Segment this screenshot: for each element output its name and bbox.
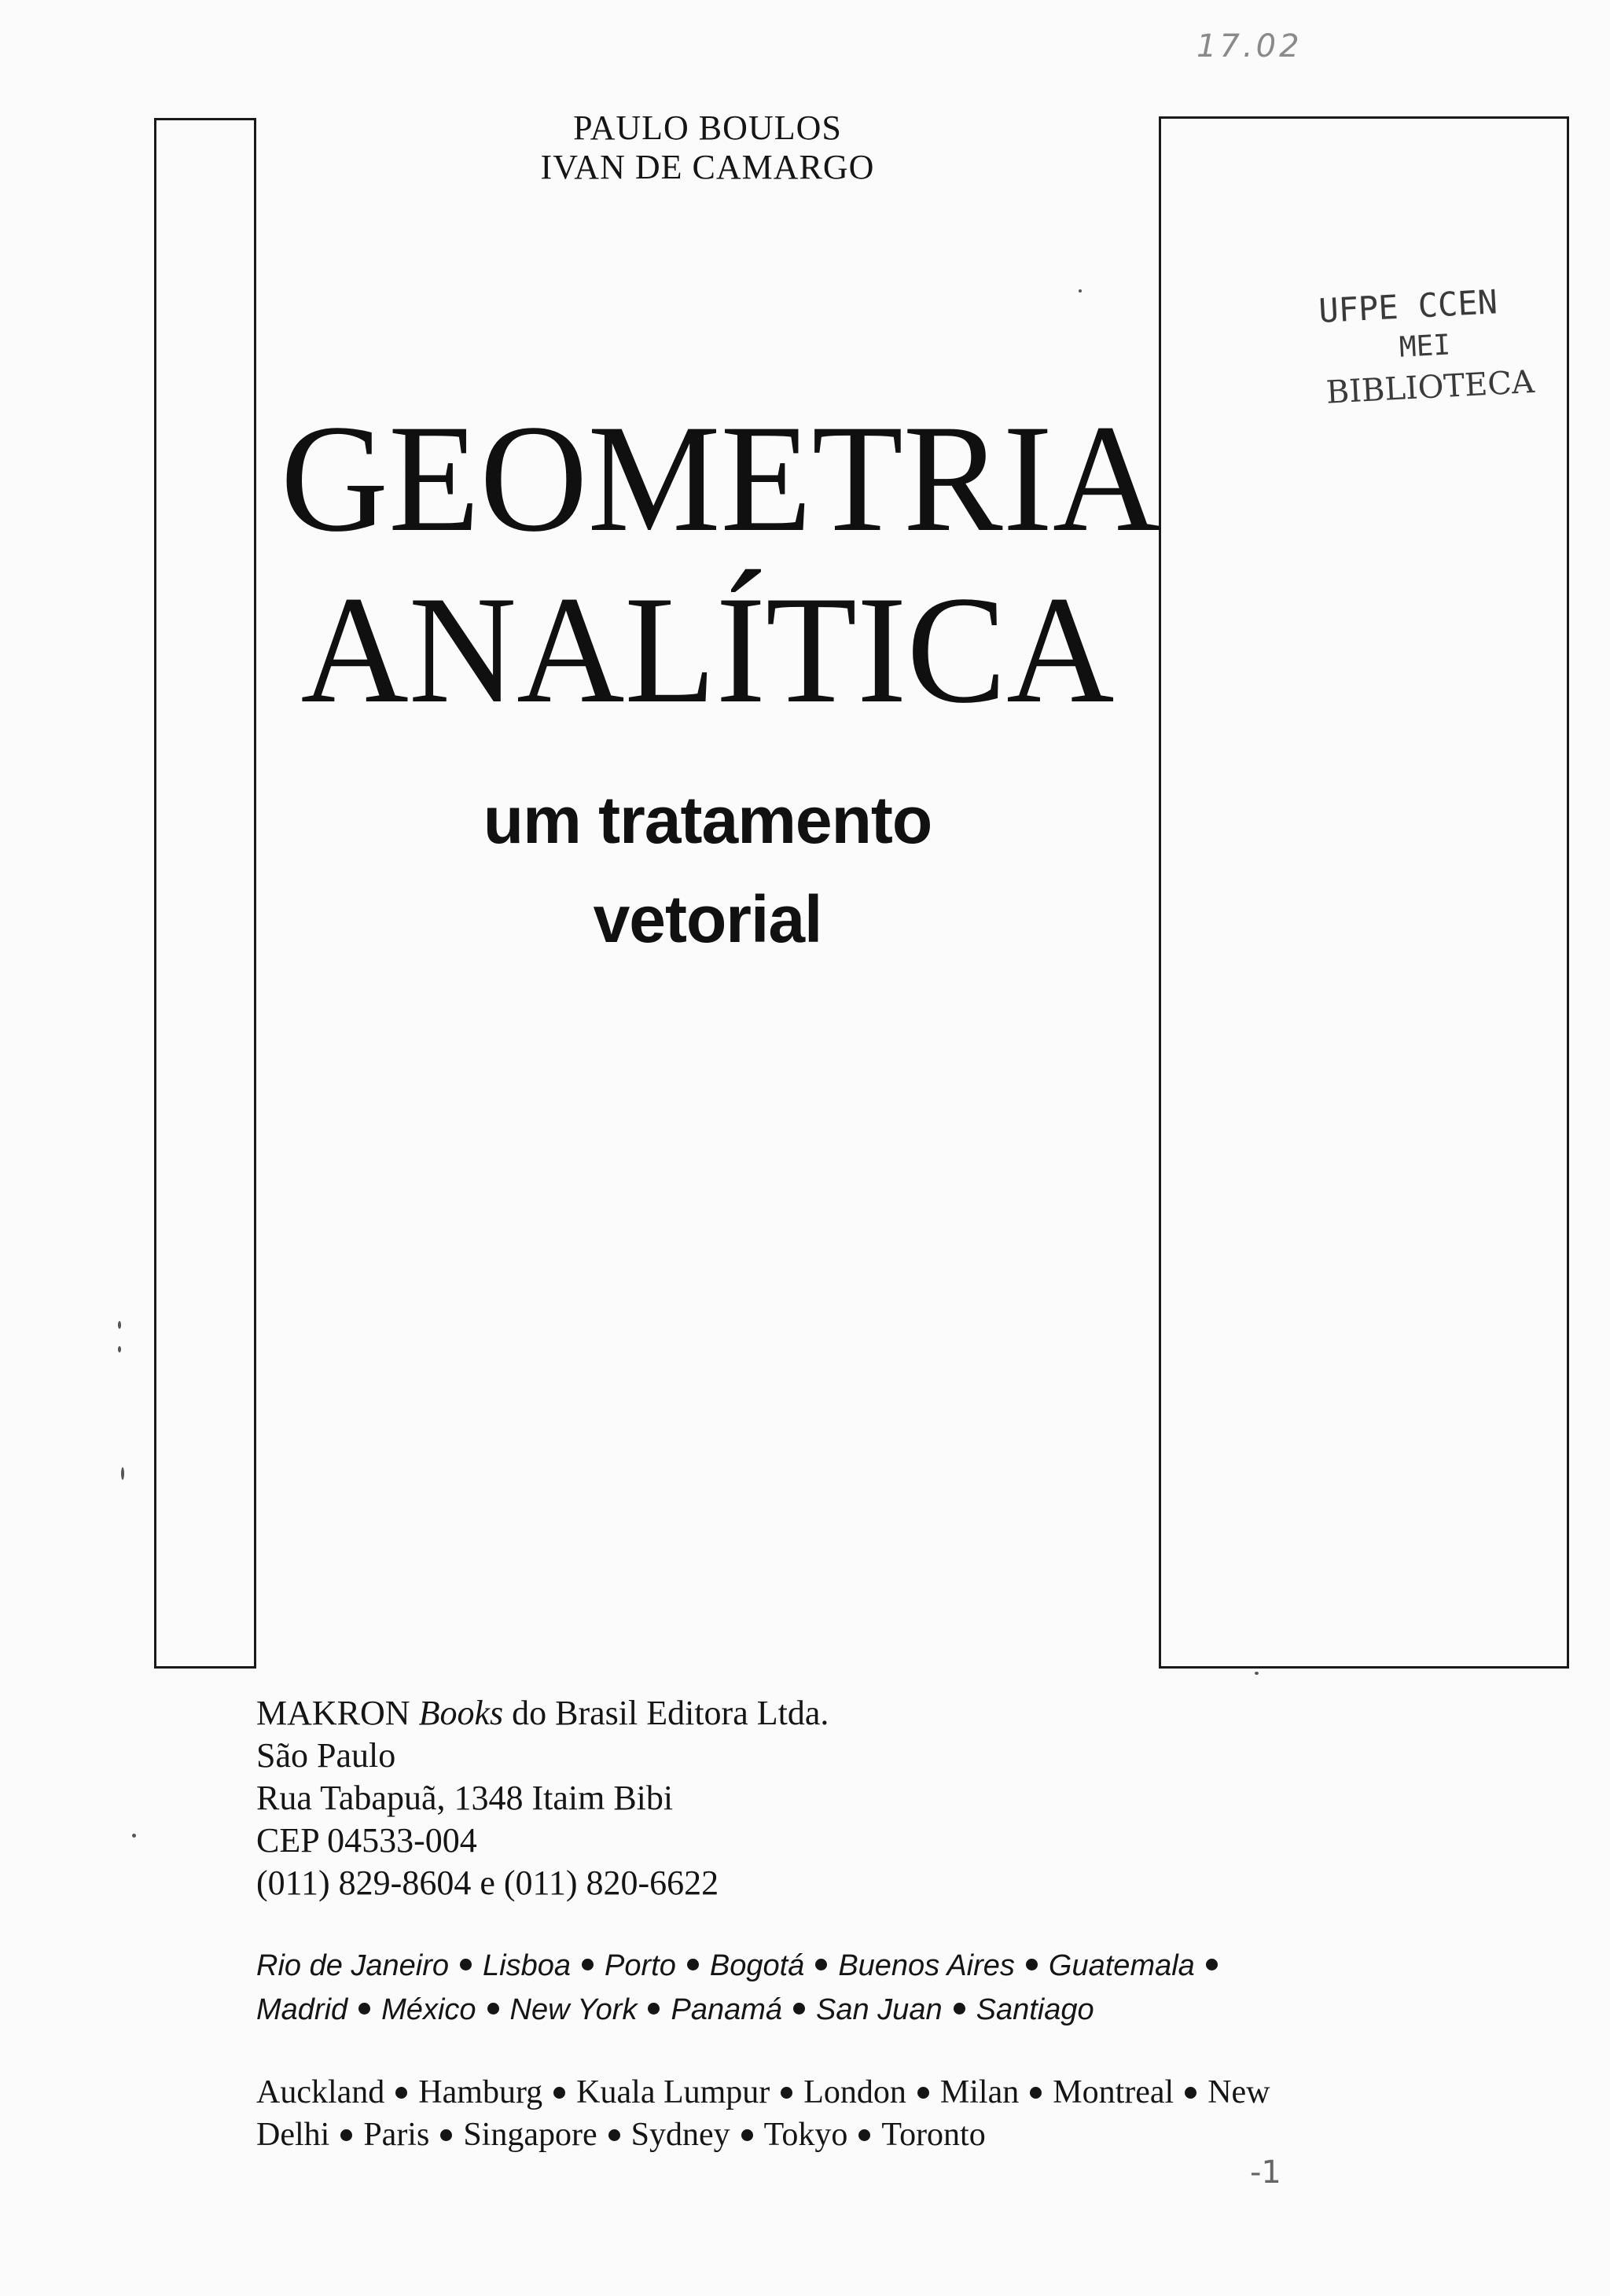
bullet-separator bbox=[1206, 1959, 1218, 1970]
stamp-line: BIBLIOTECA bbox=[1325, 363, 1535, 411]
scan-speck bbox=[1079, 289, 1082, 293]
bullet-separator bbox=[954, 2003, 965, 2015]
city-name: Sydney bbox=[630, 2117, 730, 2153]
city-name: Panamá bbox=[671, 1993, 783, 2026]
scan-speck bbox=[121, 1467, 124, 1480]
city-line bbox=[256, 1988, 1404, 2032]
cities-list-english bbox=[256, 2071, 1404, 2156]
city-line bbox=[256, 2114, 1404, 2156]
title-line: ANALÍTICA bbox=[300, 565, 1115, 735]
title-line: GEOMETRIA bbox=[280, 393, 1161, 564]
book-title bbox=[267, 393, 1161, 736]
bullet-separator bbox=[553, 2087, 565, 2099]
bullet-separator bbox=[1030, 2087, 1042, 2099]
scan-speck bbox=[118, 1321, 121, 1329]
author-name: PAULO BOULOS bbox=[573, 109, 842, 147]
page-mark: -1 bbox=[1250, 2154, 1281, 2191]
bullet-separator bbox=[858, 2129, 870, 2141]
city-name: London bbox=[803, 2074, 906, 2110]
scan-speck bbox=[118, 1346, 121, 1352]
publisher-address: Rua Tabapuã, 1348 Itaim Bibi bbox=[256, 1779, 674, 1817]
bullet-separator bbox=[608, 2129, 620, 2141]
bullet-separator bbox=[340, 2129, 352, 2141]
bullet-separator bbox=[815, 1959, 827, 1970]
stamp-line: MEI bbox=[1398, 329, 1452, 364]
bullet-separator bbox=[582, 1959, 594, 1970]
bullet-separator bbox=[1185, 2087, 1196, 2099]
left-frame-box bbox=[154, 118, 256, 1669]
bullet-separator bbox=[781, 2087, 792, 2099]
city-name: México bbox=[381, 1993, 476, 2026]
bullet-separator bbox=[358, 2003, 370, 2015]
city-name: Kuala Lumpur bbox=[576, 2074, 770, 2110]
bullet-separator bbox=[741, 2129, 753, 2141]
library-stamp bbox=[1308, 278, 1574, 414]
book-subtitle bbox=[314, 771, 1101, 969]
bullet-separator bbox=[440, 2129, 452, 2141]
bullet-separator bbox=[460, 1959, 472, 1970]
city-name: Toronto bbox=[881, 2117, 986, 2153]
city-line bbox=[256, 1944, 1404, 1988]
city-name: New bbox=[1208, 2074, 1270, 2110]
publisher-block bbox=[256, 1692, 1357, 1904]
city-name: Madrid bbox=[256, 1993, 348, 2026]
city-name: Bogotá bbox=[709, 1949, 805, 1982]
subtitle-line: vetorial bbox=[593, 882, 822, 956]
city-name: Guatemala bbox=[1048, 1949, 1195, 1982]
bullet-separator bbox=[917, 2087, 929, 2099]
authors bbox=[432, 109, 983, 187]
city-name: New York bbox=[509, 1993, 638, 2026]
city-name: Singapore bbox=[463, 2117, 597, 2153]
author-name: IVAN DE CAMARGO bbox=[540, 148, 875, 186]
bullet-separator bbox=[648, 2003, 660, 2015]
bullet-separator bbox=[793, 2003, 805, 2015]
bullet-separator bbox=[487, 2003, 499, 2015]
cities-list-spanish bbox=[256, 1944, 1404, 2032]
bullet-separator bbox=[687, 1959, 699, 1970]
city-name: Milan bbox=[939, 2074, 1020, 2110]
city-name: Hamburg bbox=[418, 2074, 543, 2110]
scan-speck bbox=[1255, 1672, 1259, 1675]
city-name: Delhi bbox=[256, 2117, 330, 2153]
bullet-separator bbox=[1026, 1959, 1038, 1970]
city-name: Rio de Janeiro bbox=[256, 1949, 450, 1982]
city-name: Santiago bbox=[976, 1993, 1094, 2026]
stamp-line: UFPE CCEN bbox=[1318, 282, 1499, 331]
handwritten-note: 17.02 bbox=[1196, 28, 1303, 64]
city-line bbox=[256, 2071, 1404, 2114]
city-name: Auckland bbox=[256, 2074, 385, 2110]
city-name: Paris bbox=[363, 2117, 430, 2153]
subtitle-line: um tratamento bbox=[483, 783, 932, 857]
publisher-cep: CEP 04533-004 bbox=[256, 1821, 477, 1860]
city-name: San Juan bbox=[816, 1993, 943, 2026]
bullet-separator bbox=[395, 2087, 407, 2099]
publisher-city: São Paulo bbox=[256, 1736, 396, 1775]
city-name: Buenos Aires bbox=[838, 1949, 1015, 1982]
city-name: Porto bbox=[605, 1949, 676, 1982]
city-name: Lisboa bbox=[483, 1949, 572, 1982]
city-name: Montreal bbox=[1053, 2074, 1174, 2110]
publisher-phones: (011) 829-8604 e (011) 820-6622 bbox=[256, 1864, 719, 1902]
city-name: Tokyo bbox=[763, 2117, 848, 2153]
scan-speck bbox=[132, 1834, 136, 1838]
publisher-name: MAKRON Books do Brasil Editora Ltda. bbox=[256, 1694, 829, 1732]
